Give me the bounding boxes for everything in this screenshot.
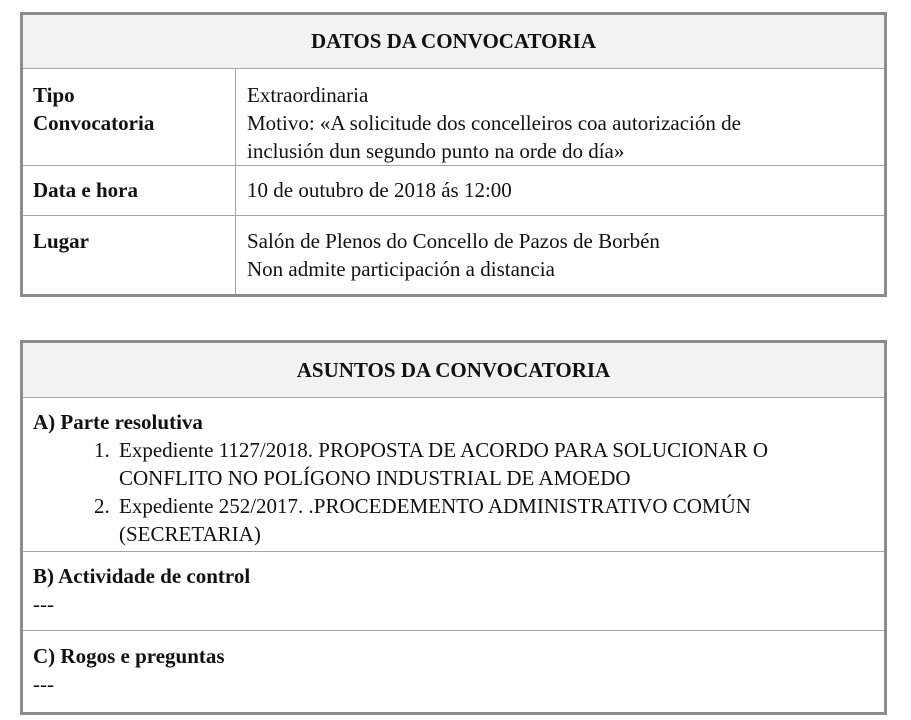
row-value [236,166,886,216]
value-line: Motivo: «A solicitude dos concelleiros coa autorización de [247,111,741,135]
section-content: --- [33,592,54,616]
value-line: Non admite participación a distancia [247,257,555,281]
table-row [22,166,886,216]
row-label [22,216,236,296]
row-label [22,166,236,216]
asuntos-header: ASUNTOS DA CONVOCATORIA [22,342,886,398]
section-title: A) Parte resolutiva [33,410,203,434]
table-row [22,69,886,166]
label-line: Lugar [33,229,90,253]
section-row [22,398,886,552]
row-value [236,69,886,166]
section-row [22,552,886,631]
label-line: Convocatoria [33,111,155,135]
value-line: Extraordinaria [247,83,369,107]
list-item: 2. Expediente 252/2017. .PROCEDEMENTO ADMINISTRATIVO COMÚN (SECRETARIA) [115,492,874,548]
row-value [236,216,886,296]
section-title: C) Rogos e preguntas [33,644,225,668]
value-line: inclusión dun segundo punto na orde do día» [247,139,625,163]
label-line: Tipo [33,83,75,107]
value-line: Salón de Plenos do Concello de Pazos de Borbén [247,229,660,253]
table-row [22,216,886,296]
datos-header: DATOS DA CONVOCATORIA [22,14,886,69]
row-label [22,69,236,166]
list-item: 1. Expediente 1127/2018. PROPOSTA DE ACORDO PARA SOLUCIONAR O CONFLITO NO POLÍGONO INDUSTRIAL DE AMOEDO [115,436,874,492]
section-title: B) Actividade de control [33,564,251,588]
asuntos-convocatoria-table [20,340,887,715]
agenda-list [33,436,874,548]
datos-convocatoria-table [20,12,887,297]
section-row [22,631,886,714]
section-rogos-preguntas [22,631,886,714]
section-actividade-control [22,552,886,631]
section-parte-resolutiva [22,398,886,552]
label-line: Data e hora [33,178,138,202]
value-line: 10 de outubro de 2018 ás 12:00 [247,178,512,202]
section-content: --- [33,672,54,696]
